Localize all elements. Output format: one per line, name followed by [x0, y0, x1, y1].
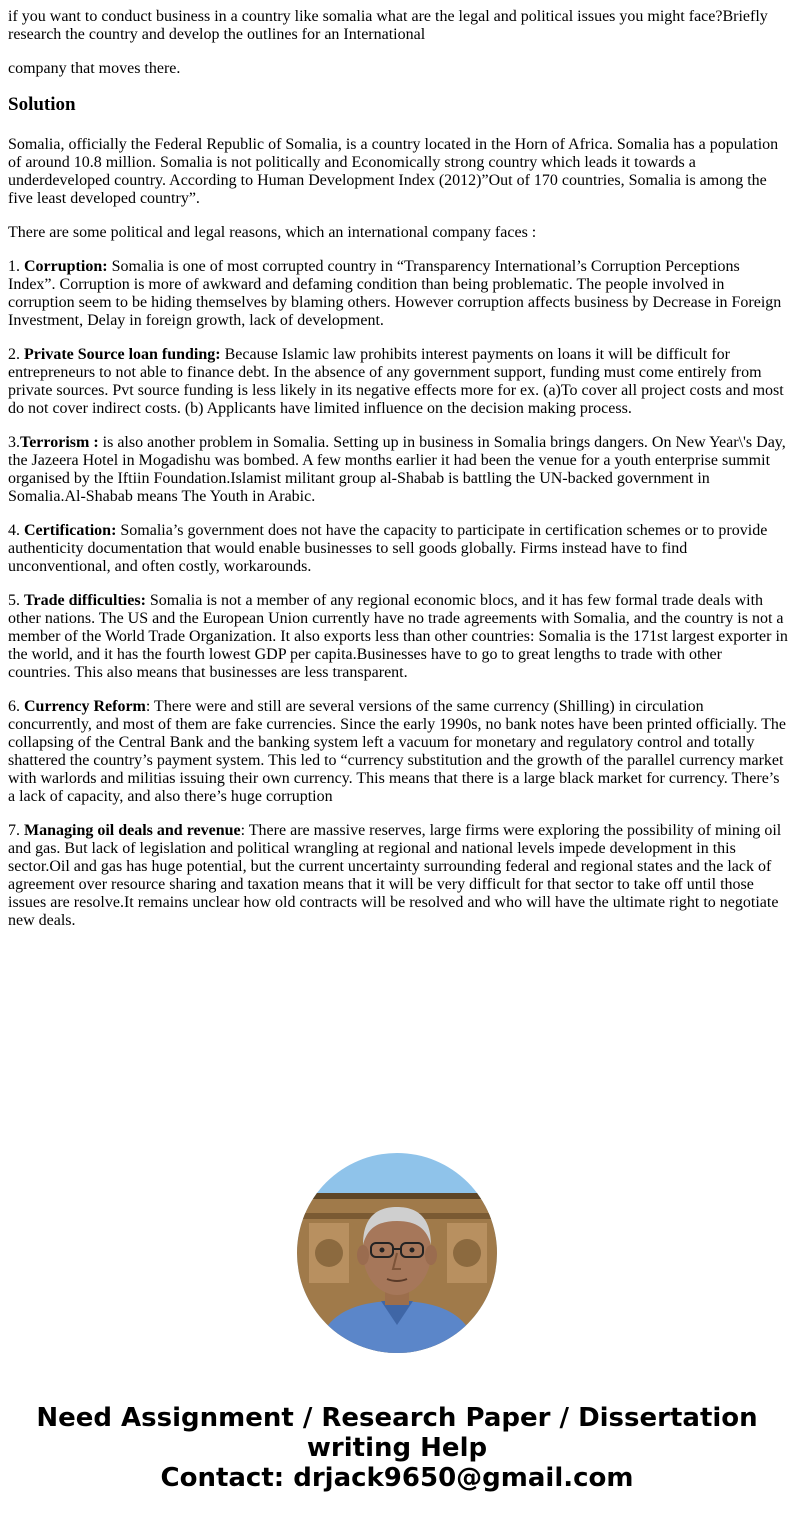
solution-heading: Solution — [8, 94, 76, 115]
issue-number: 5. — [8, 592, 24, 609]
contact-footer — [0, 1403, 794, 1493]
issue-number: 1. — [8, 258, 24, 275]
issue-title: Certification: — [24, 522, 117, 539]
issue-text: Somalia is one of most corrupted country in “Transparency International’s Corruption Perceptions Index”. Corruption is more of awkward and defaming condition than being problematic. The people involved in corruption seem to be hiding themselves by blaming others. However corruption affects business by Decrease in Foreign Investment, Delay in foreign growth, lack of development. — [8, 258, 782, 329]
question-line-2: company that moves there. — [8, 60, 181, 77]
issue-text: Somalia’s government does not have the capacity to participate in certification schemes or to provide authenticity documentation that would enable businesses to sell goods globally. Firms instead have to find unconventional, and often costly, workarounds. — [8, 522, 768, 575]
issue-certification — [8, 522, 788, 576]
issue-title: Currency Reform — [24, 698, 146, 715]
question-line-1: if you want to conduct business in a country like somalia what are the legal and political issues you might face?Briefly research the country and develop the outlines for an International — [8, 8, 768, 43]
footer-contact: Contact: drjack9650@gmail.com — [160, 1463, 634, 1493]
issue-currency-reform — [8, 698, 788, 806]
issue-title: Trade difficulties: — [24, 592, 146, 609]
issue-number: 4. — [8, 522, 24, 539]
issue-text: Somalia is not a member of any regional economic blocs, and it has few formal trade deals with other nations. The US and the European Union currently have no trade agreements with Somalia, and the country is not a member of the World Trade Organization. It also exports less than other countries: Somalia is the 171st largest exporter in the world, and it has the fourth lowest GDP per capita.Businesses have to go to great lengths to trade with other countries. This also means that businesses are less transparent. — [8, 592, 788, 681]
issue-number: 6. — [8, 698, 24, 715]
footer-line-2: writing Help — [306, 1433, 488, 1463]
issue-number: 3. — [8, 434, 20, 451]
document-body — [8, 8, 788, 946]
issue-number: 2. — [8, 346, 24, 363]
author-portrait — [297, 1153, 497, 1353]
issue-text: Because Islamic law prohibits interest payments on loans it will be difficult for entrepreneurs to not able to finance debt. In the absence of any government support, funding must come entirely from private sources. Pvt source funding is less likely in its negative effects more for ex. (a)To cover all project costs and most do not cover indirect costs. (b) Applicants have limited influence on the decision making process. — [8, 346, 784, 417]
issue-oil-deals — [8, 822, 788, 930]
issue-private-loan-funding — [8, 346, 788, 418]
issue-text: is also another problem in Somalia. Setting up in business in Somalia brings dangers. On New Year\'s Day, the Jazeera Hotel in Mogadishu was bombed. A few months earlier it had been the venue for a youth enterprise summit organised by the Iftiin Foundation.Islamist militant group al-Shabab is battling the UN-backed government in Somalia.Al-Shabab means The Youth in Arabic. — [8, 434, 786, 505]
issue-title: Terrorism : — [20, 434, 99, 451]
issue-title: Managing oil deals and revenue — [24, 822, 241, 839]
issue-title: Corruption: — [24, 258, 108, 275]
issue-corruption — [8, 258, 788, 330]
footer-line-1: Need Assignment / Research Paper / Dissertation — [36, 1403, 758, 1433]
intro-paragraph: Somalia, officially the Federal Republic of Somalia, is a country located in the Horn of Africa. Somalia has a population of around 10.8 million. Somalia is not politically and Economically strong country which leads it towards a underdeveloped country. According to Human Development Index (2012)”Out of 170 countries, Somalia is among the five least developed country”. — [8, 136, 779, 207]
issue-text: : There are massive reserves, large firms were exploring the possibility of mining oil and gas. But lack of legislation and political wrangling at regional and national levels impede development in this sector.Oil and gas has huge potential, but the current uncertainty surrounding federal and regional states and the lack of agreement over resource sharing and taxation means that it will be very difficult for that sector to take off until those issues are resolve.It remains unclear how old contracts will be resolved and who will have the ultimate right to negotiate new deals. — [8, 822, 782, 929]
issue-trade-difficulties — [8, 592, 788, 682]
issue-title: Private Source loan funding: — [24, 346, 221, 363]
portrait-illustration — [297, 1153, 497, 1353]
issue-number: 7. — [8, 822, 24, 839]
issue-terrorism — [8, 434, 788, 506]
issue-text: : There were and still are several versions of the same currency (Shilling) in circulation concurrently, and most of them are fake currencies. Since the early 1990s, no bank notes have been printed officially. The collapsing of the Central Bank and the banking system left a vacuum for monetary and regulatory control and totally shattered the country’s payment system. This led to “currency substitution and the growth of the parallel currency market with warlords and militias issuing their own currency. This means that there is a large black market for currency. There’s a lack of capacity, and also there’s huge corruption — [8, 698, 786, 805]
lead-paragraph: There are some political and legal reasons, which an international company faces : — [8, 224, 537, 241]
